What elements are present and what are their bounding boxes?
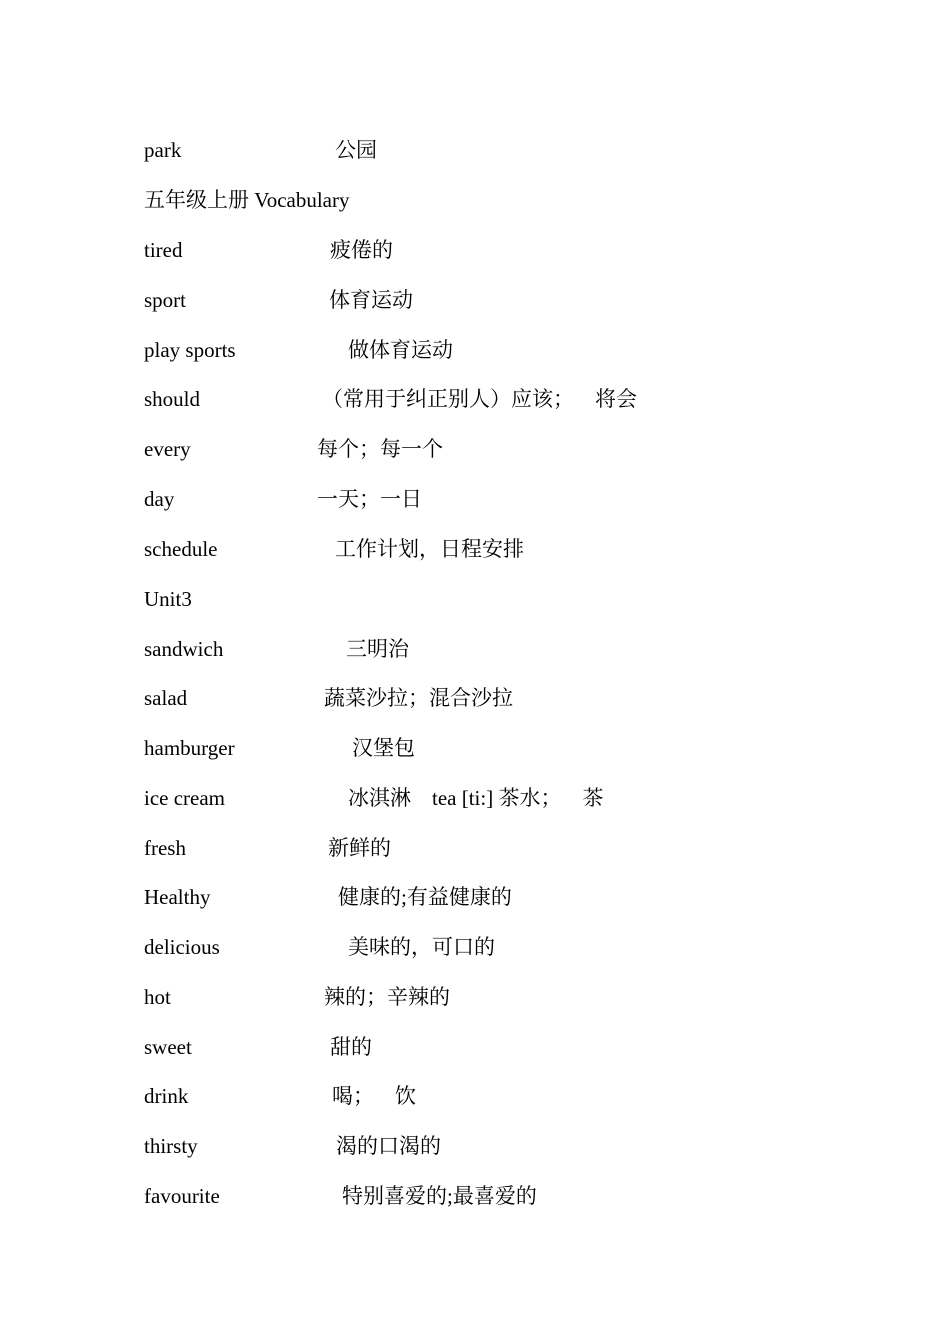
vocab-chinese: 公园 (335, 138, 377, 162)
vocab-english: should (144, 387, 201, 411)
vocab-chinese: 特别喜爱的;最喜爱的 (342, 1184, 537, 1208)
vocab-line-every (144, 435, 443, 463)
vocab-english: sport (144, 288, 186, 312)
vocab-chinese: （常用于纠正别人）应该； 将会 (322, 387, 637, 411)
vocab-chinese: 渴的口渴的 (336, 1134, 441, 1158)
vocab-english: salad (144, 686, 188, 710)
vocab-chinese: 每个；每一个 (317, 437, 443, 461)
vocab-line-day (144, 485, 422, 513)
vocab-english: Healthy (144, 885, 211, 909)
vocab-chinese: 体育运动 (329, 288, 413, 312)
vocab-chinese: 甜的 (330, 1035, 372, 1059)
vocab-english: park (144, 138, 182, 162)
vocab-chinese: 工作计划，日程安排 (335, 537, 524, 561)
unit-heading-unit3 (144, 585, 192, 613)
vocab-english: delicious (144, 935, 220, 959)
vocab-english: sweet (144, 1035, 192, 1059)
vocab-chinese: 三明治 (346, 637, 409, 661)
vocab-english: sandwich (144, 637, 224, 661)
section-heading-grade5-vocabulary (144, 186, 350, 214)
vocab-english: hamburger (144, 736, 235, 760)
vocab-chinese: 喝； 饮 (332, 1084, 416, 1108)
vocab-english: ice cream (144, 786, 226, 810)
vocab-line-ice-cream (144, 784, 604, 812)
vocab-chinese: 健康的;有益健康的 (338, 885, 512, 909)
vocab-chinese: 新鲜的 (328, 836, 391, 860)
vocab-line-healthy (144, 883, 512, 911)
vocab-english: every (144, 437, 191, 461)
vocab-line-park (144, 136, 377, 164)
vocab-chinese: 做体育运动 (348, 338, 453, 362)
section-heading-text: 五年级上册 Vocabulary (144, 188, 350, 212)
vocab-english: favourite (144, 1184, 220, 1208)
vocab-line-should (144, 385, 637, 413)
vocab-english: hot (144, 985, 171, 1009)
vocab-chinese: 冰淇淋 tea [ti:] 茶水； 茶 (348, 786, 604, 810)
vocab-english: schedule (144, 537, 218, 561)
vocab-line-play-sports (144, 336, 453, 364)
vocab-chinese: 一天；一日 (317, 487, 422, 511)
vocab-chinese: 辣的；辛辣的 (324, 985, 450, 1009)
vocab-english: tired (144, 238, 183, 262)
vocab-line-delicious (144, 933, 495, 961)
vocab-line-fresh (144, 834, 391, 862)
vocab-line-favourite (144, 1182, 537, 1210)
vocab-line-tired (144, 236, 393, 264)
vocab-chinese: 蔬菜沙拉；混合沙拉 (324, 686, 513, 710)
vocab-line-hamburger (144, 734, 415, 762)
vocab-line-hot (144, 983, 450, 1011)
vocab-line-sport (144, 286, 413, 314)
vocab-line-drink (144, 1082, 416, 1110)
vocab-english: thirsty (144, 1134, 198, 1158)
vocab-english: fresh (144, 836, 186, 860)
vocab-chinese: 汉堡包 (352, 736, 415, 760)
vocab-chinese: 美味的，可口的 (348, 935, 495, 959)
vocab-line-thirsty (144, 1132, 441, 1160)
vocab-english: day (144, 487, 175, 511)
vocab-line-salad (144, 684, 513, 712)
vocab-english: drink (144, 1084, 189, 1108)
vocab-line-schedule (144, 535, 524, 563)
vocab-line-sweet (144, 1033, 372, 1061)
vocab-english: play sports (144, 338, 236, 362)
unit-heading-text: Unit3 (144, 587, 192, 611)
vocab-line-sandwich (144, 635, 409, 663)
vocab-chinese: 疲倦的 (330, 238, 393, 262)
